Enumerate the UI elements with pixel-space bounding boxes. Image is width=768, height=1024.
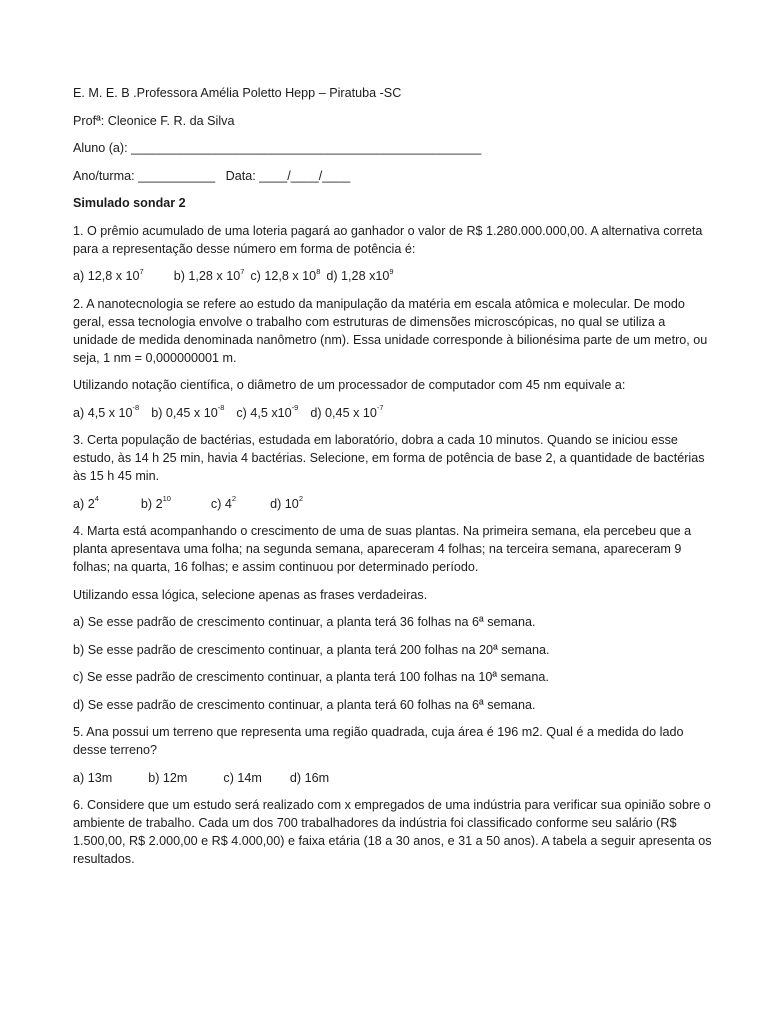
question-5-text: 5. Ana possui um terreno que representa uma região quadrada, cuja área é 196 m2. Qual é a medida do lado desse terreno?: [73, 725, 684, 757]
question-2-text: 2. A nanotecnologia se refere ao estudo da manipulação da matéria em escala atômica e molecular. De modo geral, essa tecnologia envolve o trabalho com estruturas de dimensões microscópicas, no qual se utiliza a unidade de medida denominada nanômetro (nm). Essa unidade corresponde à bilionésima parte de um metro, ou seja, 1 nm = 0,000000001 m.: [73, 296, 708, 365]
question-3-text: 3. Certa população de bactérias, estudada em laboratório, dobra a cada 10 minutos. Quando se iniciou esse estudo, às 14 h 25 min, havia 4 bactérias. Selecione, em forma de potência de base 2, a quantidade de bactérias às 15 h 45 min.: [73, 433, 705, 483]
q3-option-b: b) $2^{10}$: [140, 494, 171, 511]
q3-option-c: c) $4^2$: [210, 494, 237, 511]
q5-option-b: b) 12m: [148, 770, 188, 785]
teacher-name: Profª: Cleonice F. R. da Silva: [73, 113, 235, 128]
q3-option-d: d) $10^2$: [270, 494, 303, 511]
class-date-line: [73, 167, 713, 185]
question-4-text: 4. Marta está acompanhando o crescimento de uma de suas plantas. Na primeira semana, ela percebeu que a planta apresentava uma folha; na segunda semana, apareceram 4 folhas; na terceira semana, apareceram 9 folhas; na quarta, 16 folhas; e assim continuou por determinado período.: [73, 524, 692, 574]
q4-option-c: c) Se esse padrão de crescimento continuar, a planta terá 100 folhas na 10ª semana.: [73, 670, 549, 684]
question-4-prompt: Utilizando essa lógica, selecione apenas as frases verdadeiras.: [73, 587, 428, 602]
question-2-options: [73, 404, 713, 422]
question-3-options: [73, 495, 713, 513]
school-name: E. M. E. B .Professora Amélia Poletto Hepp – Piratuba -SC: [73, 86, 402, 100]
q4-option-b: b) Se esse padrão de crescimento continuar, a planta terá 200 folhas na 20ª semana.: [73, 642, 550, 657]
q1-option-c: c) 12,8 x $10^8$: [250, 266, 321, 283]
question-6-text: 6. Considere que um estudo será realizado com x empregados de uma indústria para verificar sua opinião sobre o ambiente de trabalho. Cada um dos 700 trabalhadores da indústria foi classificado conforme seu salário (R$ 1.500,00, R$ 2.000,00 e R$ 4.000,00) e faixa etária (18 a 30 anos, e 31 a 50 anos). A tabela a seguir apresenta os resultados.: [73, 798, 712, 866]
q2-option-a: a) 4,5 x $10^{-8}$: [73, 403, 140, 420]
q5-option-c: c) 14m: [223, 770, 262, 785]
q2-option-c: c) 4,5 $x10^{-9}$: [236, 403, 299, 420]
q1-option-d: d) 1,28 $x10^9$: [326, 266, 394, 283]
class-date-text: Ano/turma: ___________ Data: ____/____/____: [73, 168, 351, 183]
q3-option-a: a) $2^4$: [73, 494, 99, 511]
question-5-options: [73, 769, 713, 787]
q1-option-b: b) 1,28 x $10^7$: [173, 266, 245, 283]
question-2-prompt: Utilizando notação científica, o diâmetro de um processador de computador com 45 nm equivale a:: [73, 378, 626, 392]
student-line: Aluno (a): __________________________________________________: [73, 141, 482, 155]
question-1-options: [73, 267, 713, 285]
q5-option-a: a) 13m: [73, 770, 113, 785]
q4-option-a: a) Se esse padrão de crescimento continuar, a planta terá 36 folhas na 6ª semana.: [73, 615, 536, 629]
q5-option-d: d) 16m: [289, 770, 330, 785]
page-title: Simulado sondar 2: [73, 196, 186, 210]
q2-option-d: d) 0,45 x $10^{-7}$: [310, 403, 384, 420]
q1-option-a: a) 12,8 x $10^7$: [73, 266, 144, 283]
question-1-text: 1. O prêmio acumulado de uma loteria pagará ao ganhador o valor de R$ 1.280.000.000,00. A alternativa correta para a representação desse número em forma de potência é:: [73, 223, 703, 256]
q2-option-b: b) 0,45 x $10^{-8}$: [151, 403, 225, 420]
document-page: [73, 84, 713, 878]
q4-option-d: d) Se esse padrão de crescimento continuar, a planta terá 60 folhas na 6ª semana.: [73, 697, 536, 712]
